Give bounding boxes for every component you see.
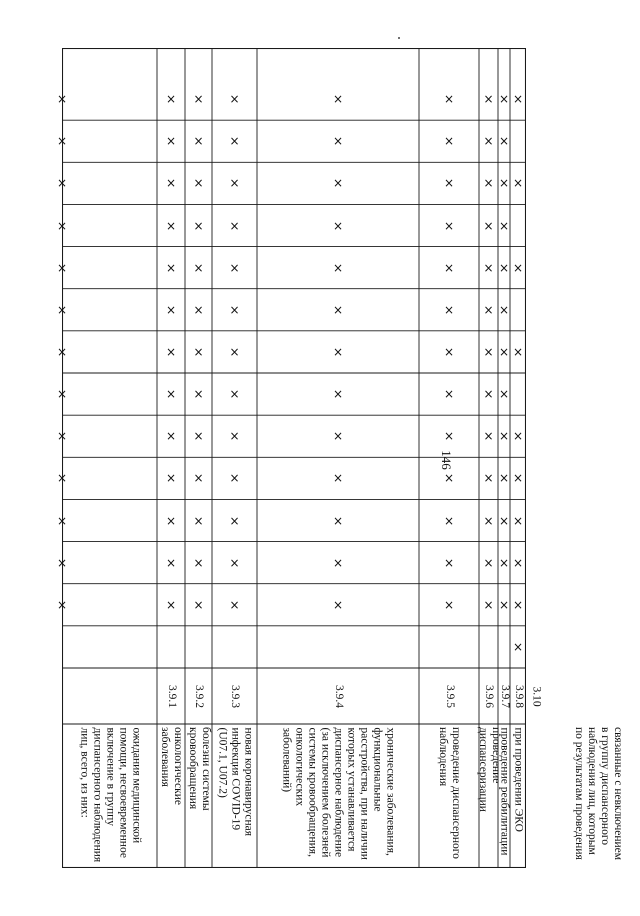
row-code-cell — [498, 668, 510, 724]
cross-mark: × — [483, 471, 494, 486]
cross-mark: × — [165, 176, 177, 191]
cross-mark: × — [443, 134, 455, 149]
cross-mark: × — [443, 302, 455, 317]
cross-mark: × — [229, 555, 240, 570]
cross-mark: × — [498, 302, 510, 317]
table — [56, 48, 624, 868]
cross-mark: × — [165, 302, 177, 317]
cross-mark: × — [443, 176, 455, 191]
cross-mark: × — [165, 513, 177, 528]
cross-mark: × — [498, 387, 510, 402]
row-code-cell — [185, 668, 212, 724]
cross-mark: × — [332, 176, 344, 191]
cross-mark: × — [483, 260, 494, 275]
cross-mark: × — [193, 597, 204, 612]
cross-mark: × — [165, 134, 177, 149]
cross-mark: × — [498, 92, 510, 107]
row-label: связанные с невключением в группу диспансерного наблюдения лиц, которым по результатам проведения — [573, 727, 624, 861]
cross-mark: × — [483, 302, 494, 317]
row-code-cell — [510, 668, 526, 724]
row-label-cell — [185, 724, 212, 868]
cross-mark: × — [193, 176, 204, 191]
row-label: болезни системы кровообращения — [186, 727, 212, 811]
row-label-cell — [212, 724, 257, 868]
row-code-cell — [62, 668, 157, 724]
cross-mark: × — [193, 513, 204, 528]
cross-mark: × — [332, 344, 344, 359]
cross-mark: × — [498, 429, 510, 444]
cross-mark: × — [443, 260, 455, 275]
cross-mark: × — [229, 471, 240, 486]
cross-mark: × — [229, 597, 240, 612]
row-code: 3.9.3 — [229, 684, 241, 708]
cross-mark: × — [165, 471, 177, 486]
cross-mark: × — [498, 176, 510, 191]
cross-mark: × — [483, 176, 494, 191]
row-code: 3.9.4 — [332, 684, 345, 708]
cross-mark: × — [193, 92, 204, 107]
cross-mark: × — [332, 597, 344, 612]
cross-mark: × — [483, 387, 494, 402]
cross-mark: × — [165, 260, 177, 275]
cross-mark: × — [483, 218, 494, 233]
cross-mark: × — [498, 471, 510, 486]
row-code-cell — [157, 668, 185, 724]
cross-mark: × — [193, 218, 204, 233]
cross-mark: × — [512, 176, 524, 191]
cross-mark: × — [56, 302, 68, 317]
row-label-cell — [510, 724, 526, 868]
cross-mark: × — [229, 260, 240, 275]
cross-mark: × — [443, 429, 455, 444]
cross-mark: × — [229, 302, 240, 317]
scan-speck — [398, 37, 400, 39]
cross-mark: × — [165, 555, 177, 570]
cross-mark: × — [229, 429, 240, 444]
cross-mark: × — [443, 218, 455, 233]
cross-mark: × — [56, 344, 68, 359]
row-label-cell — [526, 724, 640, 868]
cross-mark: × — [443, 555, 455, 570]
row-code-cell — [526, 668, 546, 724]
cross-mark: × — [56, 218, 68, 233]
row-label-cell — [498, 724, 510, 868]
cross-mark: × — [332, 429, 344, 444]
page-number: 146 — [439, 450, 454, 470]
cross-mark: × — [56, 471, 68, 486]
row-label: новая коронавирусная инфекция COVID-19 (U07.1, U07.2) — [216, 727, 254, 836]
cross-mark: × — [483, 597, 494, 612]
cross-mark: × — [56, 134, 68, 149]
cross-mark: × — [332, 218, 344, 233]
cross-mark: × — [332, 260, 344, 275]
cross-mark: × — [193, 134, 204, 149]
row-label-cell — [419, 724, 479, 868]
cross-mark: × — [56, 429, 68, 444]
cross-mark: × — [165, 92, 177, 107]
cross-mark: × — [229, 387, 240, 402]
cross-mark: × — [443, 344, 455, 359]
cross-mark: × — [332, 302, 344, 317]
cross-mark: × — [193, 302, 204, 317]
row-label-cell — [62, 724, 157, 868]
cross-mark: × — [512, 513, 524, 528]
cross-mark: × — [483, 344, 494, 359]
row-code: 3.9.7 — [498, 684, 511, 708]
row-code: 3.9.2 — [193, 684, 205, 708]
row-label: хронические заболевания, функциональные расстройства, при наличии которых устанавливается диспансерное наблюдение (за исключением болезней системы кровообращения, онкологических заболеваний) — [280, 727, 397, 860]
row-label: проведение реабилитации — [498, 727, 511, 855]
cross-mark: × — [332, 513, 344, 528]
cross-mark: × — [512, 471, 524, 486]
cross-mark: × — [512, 260, 524, 275]
cross-mark: × — [498, 218, 510, 233]
cross-mark: × — [165, 218, 177, 233]
cross-mark: × — [229, 92, 240, 107]
row-code: 3.9.1 — [165, 684, 178, 708]
cross-mark: × — [443, 387, 455, 402]
cross-mark: × — [229, 134, 240, 149]
row-label-cell — [476, 724, 502, 868]
cross-mark: × — [332, 134, 344, 149]
row-label: ожидания медицинской помощи, несвоевременное включение в группу диспансерного наблюдения лиц, всего, из них: — [78, 727, 142, 862]
cross-mark: × — [56, 387, 68, 402]
cross-mark: × — [498, 555, 510, 570]
cross-mark: × — [56, 92, 68, 107]
cross-mark: × — [512, 555, 524, 570]
cross-mark: × — [56, 597, 68, 612]
row-code-cell — [479, 668, 498, 724]
cross-mark: × — [498, 513, 510, 528]
cross-mark: × — [332, 92, 344, 107]
cross-mark: × — [56, 513, 68, 528]
row-label-cell — [157, 724, 185, 868]
cross-mark: × — [483, 513, 494, 528]
cross-mark: × — [229, 218, 240, 233]
cross-mark: × — [512, 639, 524, 654]
cross-mark: × — [229, 176, 240, 191]
row-label: при проведении ЭКО — [512, 727, 525, 832]
cross-mark: × — [165, 387, 177, 402]
cross-mark: × — [512, 597, 524, 612]
cross-mark: × — [193, 429, 204, 444]
row-label: проведение диспансерного наблюдения — [437, 727, 462, 859]
row-code: 3.9.6 — [483, 684, 495, 708]
cross-mark: × — [443, 513, 455, 528]
row-code-cell — [419, 668, 479, 724]
cross-mark: × — [229, 513, 240, 528]
cross-mark: × — [498, 260, 510, 275]
cross-mark: × — [193, 260, 204, 275]
cross-mark: × — [165, 597, 177, 612]
cross-mark: × — [56, 555, 68, 570]
row-code: 3.9.5 — [443, 684, 456, 708]
cross-mark: × — [56, 260, 68, 275]
cross-mark: × — [498, 597, 510, 612]
cross-mark: × — [512, 92, 524, 107]
cross-mark: × — [229, 344, 240, 359]
cross-mark: × — [443, 597, 455, 612]
cross-mark: × — [193, 471, 204, 486]
cross-mark: × — [332, 471, 344, 486]
cross-mark: × — [498, 344, 510, 359]
cross-mark: × — [483, 555, 494, 570]
cross-mark: × — [332, 387, 344, 402]
cross-mark: × — [512, 344, 524, 359]
cross-mark: × — [483, 429, 494, 444]
cross-mark: × — [443, 92, 455, 107]
row-code-cell — [257, 668, 419, 724]
cross-mark: × — [483, 134, 494, 149]
row-code-cell — [212, 668, 257, 724]
cross-mark: × — [193, 344, 204, 359]
cross-mark: × — [165, 344, 177, 359]
cross-mark: × — [483, 92, 494, 107]
row-code: 3.9.8 — [512, 684, 525, 708]
cross-mark: × — [443, 471, 455, 486]
row-label: проведение диспансеризации — [476, 727, 502, 812]
cross-mark: × — [165, 429, 177, 444]
cross-mark: × — [56, 176, 68, 191]
cross-mark: × — [512, 429, 524, 444]
row-label: онкологические заболевания — [159, 727, 184, 805]
cross-mark: × — [193, 387, 204, 402]
row-code: 3.10 — [530, 685, 543, 707]
cross-mark: × — [193, 555, 204, 570]
cross-mark: × — [332, 555, 344, 570]
cross-mark: × — [498, 134, 510, 149]
row-label-cell — [257, 724, 419, 868]
